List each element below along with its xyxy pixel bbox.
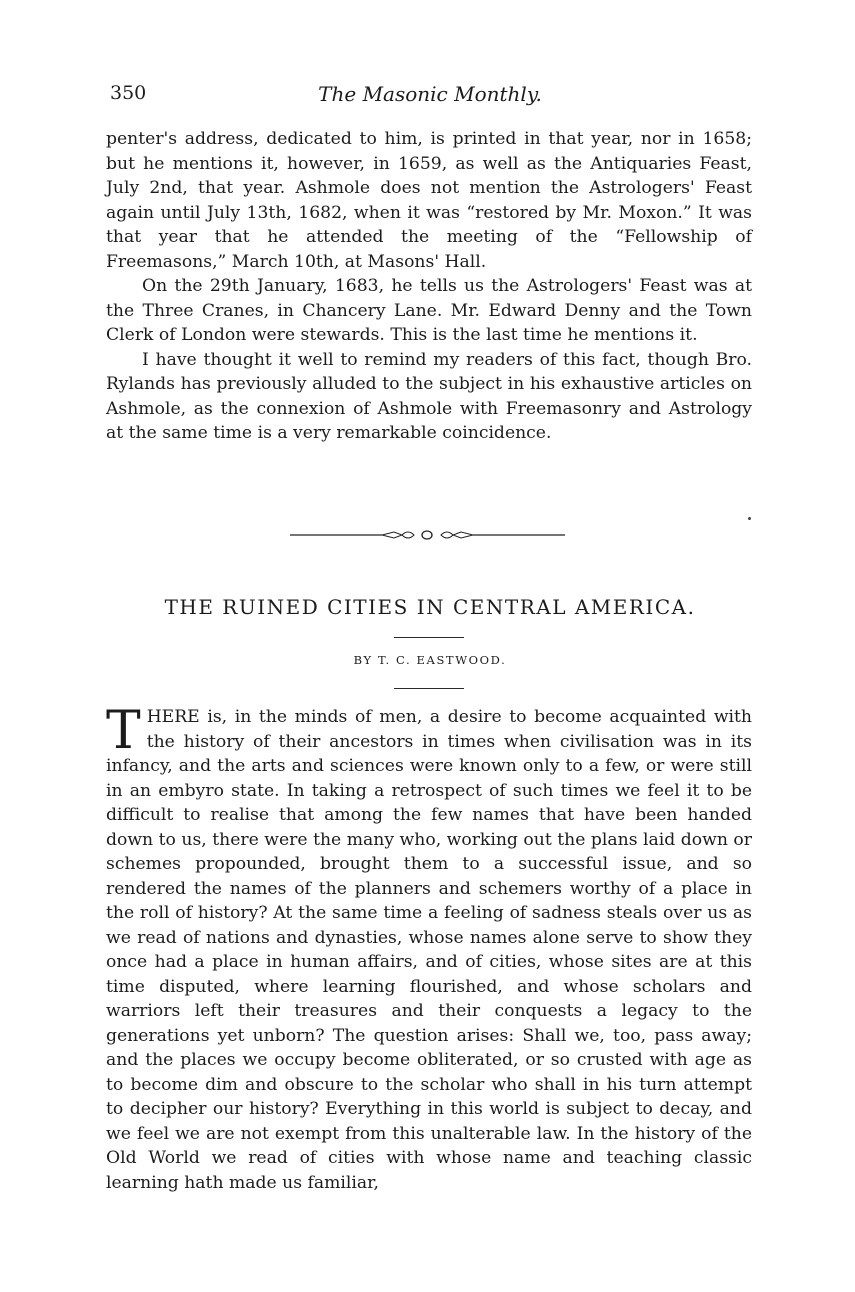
drop-cap: T bbox=[106, 701, 141, 761]
title-rule bbox=[394, 637, 464, 638]
article-first-paragraph bbox=[106, 701, 752, 1195]
running-title: The Masonic Monthly. bbox=[318, 82, 542, 106]
section-divider-ornament bbox=[290, 527, 565, 543]
byline-rule bbox=[394, 688, 464, 689]
continuation-paragraph: penter's address, dedicated to him, is printed in that year, nor in 1658; but he mentions it, however, in 1659, as well as the Antiquaries Feast, July 2nd, that year. Ashmole does not mention the Astrologers' Feast again until July 13th, 1682, when it was “restored by Mr. Moxon.” It was that year that he attended the meeting of the “Fellowship of Freemasons,” March 10th, at Masons' Hall. bbox=[106, 129, 752, 272]
article-paragraph-text: HERE is, in the minds of men, a desire to become acquainted with the history of their ancestors in times when civilisation was in its infancy, and the arts and sciences were known only to a few, or were still in an embyro state. In taking a retrospect of such times we feel it to be difficult to realise that among the few names that have been handed down to us, there were the many who, working out the plans laid down or schemes propounded, brought them to a successful issue, and so rendered the names of the planners and schemers worthy of a place in the roll of history? At the same time a feeling of sadness steals over us as we read of nations and dynasties, whose names alone serve to show they once had a place in human affairs, and of cities, whose sites are at this time disputed, where learning flourished, and whose scholars and warriors left their treasures and their conquests a legacy to the generations yet unborn? The question arises: Shall we, too, pass away; and the places we occupy become obliterated, or so crusted with age as to become dim and obscure to the scholar who shall in his turn attempt to decipher our history? Everything in this world is subject to decay, and we feel we are not exempt from this unalterable law. In the history of the Old World we read of cities with whose name and teaching classic learning hath made us familiar, bbox=[106, 707, 752, 1193]
page-number: 350 bbox=[110, 82, 147, 104]
previous-article-continuation bbox=[106, 127, 752, 446]
continuation-paragraph: On the 29th January, 1683, he tells us the Astrologers' Feast was at the Three Cranes, in Chancery Lane. Mr. Edward Denny and the Town Clerk of London were stewards. This is the last time he mentions it. bbox=[106, 276, 752, 345]
continuation-paragraph: I have thought it well to remind my readers of this fact, though Bro. Rylands has previously alluded to the subject in his exhaustive articles on Ashmole, as the connexion of Ashmole with Freemasonry and Astrology at the same time is a very remarkable coincidence. bbox=[106, 349, 752, 443]
article-title: THE RUINED CITIES IN CENTRAL AMERICA. bbox=[164, 595, 696, 619]
article-body bbox=[106, 701, 752, 1195]
article-byline: BY T. C. EASTWOOD. bbox=[353, 653, 507, 667]
page-header bbox=[110, 82, 750, 112]
print-speck bbox=[748, 517, 751, 520]
